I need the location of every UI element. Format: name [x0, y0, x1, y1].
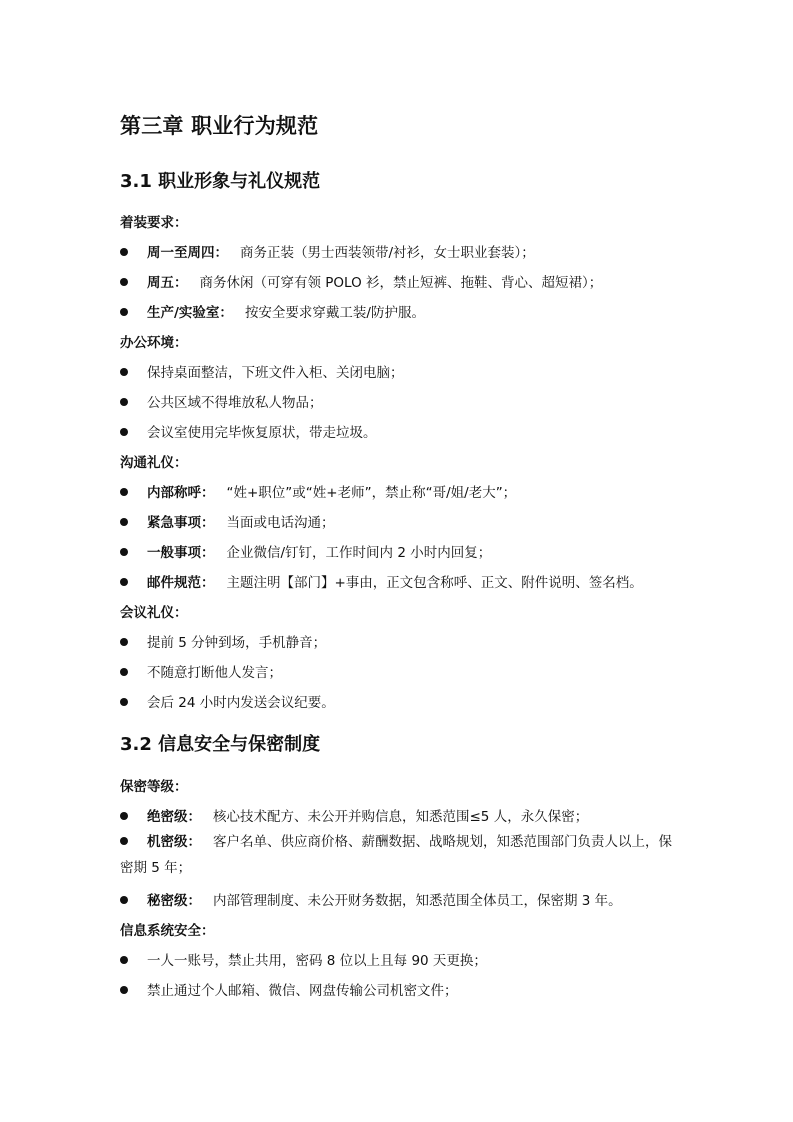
bullet-icon: [120, 518, 128, 526]
bullet-icon: [120, 986, 128, 994]
item-text: 客户名单、供应商价格、薪酬数据、战略规划，知悉范围部门负责人以上，保密期 5 年；: [120, 834, 672, 876]
section-title: 3.1 职业形象与礼仪规范: [120, 171, 321, 192]
item-text: 提前 5 分钟到场，手机静音；: [147, 635, 327, 651]
item-term: 一般事项：: [147, 545, 215, 561]
bullet-icon: [120, 248, 128, 256]
list-item: [120, 691, 680, 711]
bullet-icon: [120, 812, 128, 820]
list-item: [120, 829, 680, 881]
dress-label: 着装要求：: [120, 215, 188, 231]
systems-label: 信息系统安全：: [120, 923, 215, 939]
item-text: 禁止通过个人邮箱、微信、网盘传输公司机密文件；: [147, 983, 458, 999]
item-text: 当面或电话沟通；: [226, 515, 335, 531]
item-text: 会后 24 小时内发送会议纪要。: [147, 695, 335, 711]
list-item: [120, 949, 680, 969]
list-item: [120, 571, 680, 591]
bullet-icon: [120, 428, 128, 436]
list-item: [120, 805, 680, 825]
item-term: 生产/实验室：: [147, 305, 233, 321]
item-text: 保持桌面整洁，下班文件入柜、关闭电脑；: [147, 365, 404, 381]
list-item: [120, 301, 680, 321]
list-item: [120, 889, 680, 909]
bullet-icon: [120, 668, 128, 676]
bullet-icon: [120, 308, 128, 316]
bullet-icon: [120, 368, 128, 376]
item-text: 一人一账号，禁止共用，密码 8 位以上且每 90 天更换；: [147, 953, 487, 969]
list-item: [120, 361, 680, 381]
list-item: [120, 241, 680, 261]
meeting-label: 会议礼仪：: [120, 605, 188, 621]
item-text: 按安全要求穿戴工装/防护服。: [244, 305, 425, 321]
item-term: 紧急事项：: [147, 515, 215, 531]
item-term: 秘密级：: [147, 893, 201, 909]
chapter-title: 第三章 职业行为规范: [120, 114, 319, 138]
bullet-icon: [120, 956, 128, 964]
item-text: 内部管理制度、未公开财务数据，知悉范围全体员工，保密期 3 年。: [213, 893, 622, 909]
section-title: 3.2 信息安全与保密制度: [120, 734, 321, 755]
list-item: [120, 511, 680, 531]
list-item: [120, 661, 680, 681]
list-item: [120, 631, 680, 651]
list-item: [120, 421, 680, 441]
item-text: 会议室使用完毕恢复原状，带走垃圾。: [147, 425, 377, 441]
communication-label: 沟通礼仪：: [120, 455, 188, 471]
item-term: 周一至周四：: [147, 245, 228, 261]
list-item: [120, 979, 680, 999]
item-text: 商务休闲（可穿有领 POLO 衫，禁止短裤、拖鞋、背心、超短裙）；: [199, 275, 603, 291]
item-text: 不随意打断他人发言；: [147, 665, 282, 681]
levels-label: 保密等级：: [120, 779, 188, 795]
list-item: [120, 541, 680, 561]
item-text: “姓+职位”或“姓+老师”，禁止称“哥/姐/老大”；: [226, 485, 517, 501]
bullet-icon: [120, 578, 128, 586]
item-text: 主题注明【部门】+事由，正文包含称呼、正文、附件说明、签名档。: [226, 575, 643, 591]
item-text: 商务正装（男士西装领带/衬衫，女士职业套装）；: [240, 245, 535, 261]
item-text: 公共区域不得堆放私人物品；: [147, 395, 323, 411]
office-label: 办公环境：: [120, 335, 188, 351]
bullet-icon: [120, 837, 128, 845]
item-term: 绝密级：: [147, 809, 201, 825]
list-item: [120, 271, 680, 291]
list-item: [120, 391, 680, 411]
bullet-icon: [120, 278, 128, 286]
item-term: 周五：: [147, 275, 188, 291]
list-item: [120, 481, 680, 501]
item-text: 企业微信/钉钉，工作时间内 2 小时内回复；: [226, 545, 492, 561]
bullet-icon: [120, 548, 128, 556]
item-term: 内部称呼：: [147, 485, 215, 501]
bullet-icon: [120, 638, 128, 646]
bullet-icon: [120, 896, 128, 904]
item-term: 邮件规范：: [147, 575, 215, 591]
bullet-icon: [120, 698, 128, 706]
bullet-icon: [120, 488, 128, 496]
item-text: 核心技术配方、未公开并购信息，知悉范围≤5 人，永久保密；: [213, 809, 589, 825]
item-term: 机密级：: [147, 834, 201, 850]
bullet-icon: [120, 398, 128, 406]
